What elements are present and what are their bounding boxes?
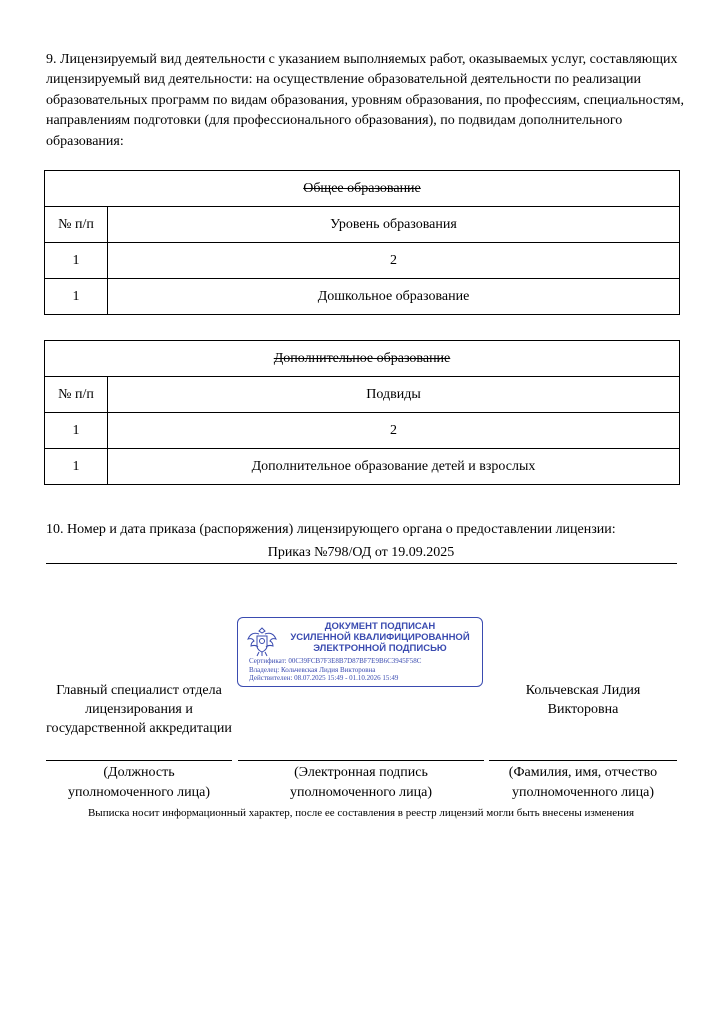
- stamp-title-line: ДОКУМЕНТ ПОДПИСАН: [324, 621, 436, 632]
- row-value: 2: [108, 413, 680, 449]
- row-number: 1: [45, 413, 108, 449]
- caption-line: (Фамилия, имя, отчество: [508, 765, 658, 780]
- stamp-validity: Действителен: 08.07.2025 15:49 - 01.10.2026 15:49: [249, 674, 399, 683]
- row-number: 1: [45, 449, 108, 485]
- order-underline: [46, 563, 677, 564]
- stamp-title-line: УСИЛЕННОЙ КВАЛИФИЦИРОВАННОЙ: [290, 632, 470, 643]
- signature-line: [238, 760, 484, 761]
- stamp-title: [282, 621, 478, 654]
- stamp-owner: Владелец: Кольчевская Лидия Викторовна: [249, 665, 376, 674]
- disclaimer-text: Выписка носит информационный характер, после ее составления в реестр лицензий могли быть внесены изменения: [87, 807, 635, 819]
- column-header-subtypes: Подвиды: [108, 377, 680, 413]
- table-row: [45, 449, 680, 485]
- table-title-text: Дополнительное образование: [273, 350, 451, 366]
- general-education-table: [44, 170, 680, 315]
- table-header-row: [45, 207, 680, 243]
- row-value: Дополнительное образование детей и взрослых: [108, 449, 680, 485]
- table-title: [45, 171, 680, 207]
- table-title: [45, 341, 680, 377]
- coat-of-arms-icon: [246, 624, 278, 658]
- caption-line: уполномоченного лица): [290, 785, 432, 800]
- caption-line: уполномоченного лица): [512, 785, 654, 800]
- caption-line: (Должность: [103, 765, 175, 780]
- column-header-level: Уровень образования: [108, 207, 680, 243]
- signer-name: Кольчевская Лидия Викторовна: [525, 683, 641, 717]
- caption-line: (Электронная подпись: [294, 765, 428, 780]
- name-line: [489, 760, 677, 761]
- caption-line: уполномоченного лица): [68, 785, 210, 800]
- row-value: 2: [108, 243, 680, 279]
- section-9-text: 9. Лицензируемый вид деятельности с указанием выполняемых работ, оказываемых услуг, составляющих лицензируемый вид деятельности: на осуществление образовательной деятельности по реализации образовательных программ по видам образования, уровням образования, по профессиям, специальностям, направлениям подготовки (для профессионального образования), по подвидам дополнительного образования:: [46, 52, 684, 149]
- caption-name: [489, 763, 677, 803]
- table-title-text: Общее образование: [303, 180, 421, 196]
- section-10-text: 10. Номер и дата приказа (распоряжения) лицензирующего органа о предоставлении лицензии:: [46, 522, 616, 537]
- order-number: Приказ №798/ОД от 19.09.2025: [267, 545, 455, 560]
- table-row: [45, 243, 680, 279]
- stamp-details: [249, 657, 421, 683]
- row-number: 1: [45, 279, 108, 315]
- table-row: [45, 413, 680, 449]
- table-header-row: [45, 377, 680, 413]
- electronic-signature-stamp: [237, 617, 483, 687]
- additional-education-table: [44, 340, 680, 485]
- table-row: [45, 279, 680, 315]
- signer-position: Главный специалист отдела лицензирования и государственной аккредитации: [46, 683, 232, 736]
- stamp-certificate: Сертификат: 00C39FCB7F3E8B7D87BF7E9B6C3945F58C: [249, 657, 422, 665]
- column-header-number: № п/п: [45, 207, 108, 243]
- column-header-number: № п/п: [45, 377, 108, 413]
- caption-signature: [238, 763, 484, 803]
- stamp-title-line: ЭЛЕКТРОННОЙ ПОДПИСЬЮ: [313, 643, 447, 654]
- caption-position: [46, 763, 232, 803]
- row-value: Дошкольное образование: [108, 279, 680, 315]
- position-line: [46, 760, 232, 761]
- row-number: 1: [45, 243, 108, 279]
